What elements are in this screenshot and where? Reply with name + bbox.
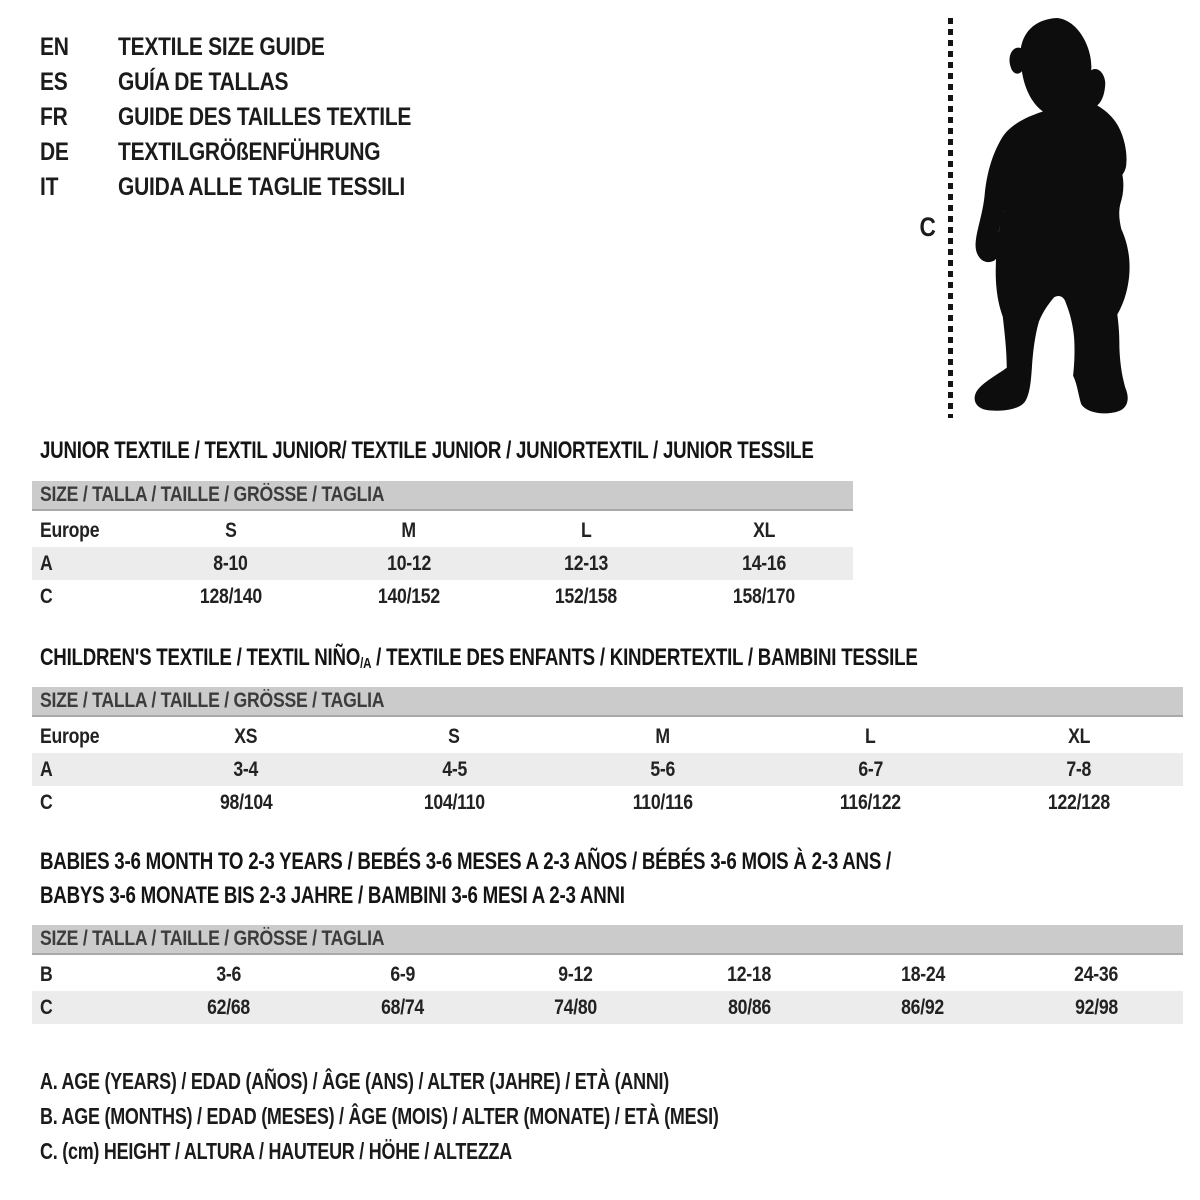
size-cell: 3-6: [216, 962, 242, 986]
size-cell: 7-8: [1066, 757, 1092, 781]
size-cell: 128/140: [199, 584, 262, 608]
size-cell: XS: [234, 724, 258, 748]
size-cell: 10-12: [386, 551, 431, 575]
lang-code: ES: [40, 68, 68, 96]
size-cell: S: [448, 724, 461, 748]
row-label: B: [40, 962, 53, 986]
guide-title: GUIDE DES TAILLES TEXTILE: [118, 103, 412, 131]
babies-size-table: [32, 925, 1183, 1024]
size-cell: 3-4: [233, 757, 259, 781]
measurement-legend: [40, 1064, 910, 1169]
row-label: A: [40, 551, 53, 575]
lang-code: FR: [40, 103, 68, 131]
size-cell: 68/74: [380, 995, 424, 1019]
nino-a-subscript: /A: [360, 655, 372, 672]
size-cell: 9-12: [558, 962, 593, 986]
junior-size-table: [32, 481, 853, 613]
row-label: Europe: [40, 518, 100, 542]
junior-section-title: JUNIOR TEXTILE / TEXTIL JUNIOR/ TEXTILE JUNIOR / JUNIORTEXTIL / JUNIOR TESSILE: [40, 437, 814, 464]
table-row-age: [32, 753, 1183, 786]
height-measure-label: C: [919, 212, 936, 242]
size-cell: 5-6: [650, 757, 675, 781]
size-cell: 8-10: [213, 551, 249, 575]
size-cell: L: [865, 724, 876, 748]
height-measure-line: [948, 18, 953, 418]
children-size-table: [32, 687, 1183, 819]
size-cell: 24-36: [1074, 962, 1119, 986]
legend-line-a: A. AGE (YEARS) / EDAD (AÑOS) / ÂGE (ANS) / ALTER (JAHRE) / ETÀ (ANNI): [40, 1068, 670, 1094]
lang-code: IT: [40, 173, 59, 201]
size-cell: 12-18: [727, 962, 772, 986]
size-cell: 6-9: [389, 962, 415, 986]
table-header-bar: SIZE / TALLA / TAILLE / GRÖSSE / TAGLIA: [32, 925, 1183, 955]
size-cell: 116/122: [840, 790, 902, 814]
size-cell: S: [225, 518, 237, 542]
size-cell: 4-5: [441, 757, 467, 781]
lang-code: EN: [40, 33, 69, 61]
size-cell: 62/68: [207, 995, 251, 1019]
size-cell: 18-24: [900, 962, 945, 986]
legend-line-c: C. (cm) HEIGHT / ALTURA / HAUTEUR / HÖHE / ALTEZZA: [40, 1138, 512, 1164]
size-cell: 140/152: [377, 584, 440, 608]
guide-title: GUÍA DE TALLAS: [118, 68, 289, 96]
row-label: A: [40, 757, 53, 781]
size-cell: M: [401, 518, 416, 542]
legend-line-b: B. AGE (MONTHS) / EDAD (MESES) / ÂGE (MOIS) / ALTER (MONATE) / ETÀ (MESI): [40, 1103, 719, 1129]
guide-title: TEXTILE SIZE GUIDE: [118, 33, 325, 61]
table-row-height: [32, 580, 853, 613]
size-cell: 122/128: [1047, 790, 1110, 814]
language-title-block: [40, 30, 467, 205]
table-row-age: [32, 547, 853, 580]
row-label: C: [40, 790, 53, 814]
row-label: C: [40, 584, 53, 608]
lang-code: DE: [40, 138, 69, 166]
size-cell: 12-13: [564, 551, 609, 575]
size-cell: M: [655, 724, 670, 748]
lang-row-en: [40, 30, 467, 65]
size-cell: XL: [1067, 724, 1090, 748]
row-label: Europe: [40, 724, 100, 748]
table-header-bar: SIZE / TALLA / TAILLE / GRÖSSE / TAGLIA: [32, 481, 853, 511]
children-section-title: CHILDREN'S TEXTILE / TEXTIL NIÑO/A / TEXTILE DES ENFANTS / KINDERTEXTIL / BAMBINI TESSILE: [40, 644, 918, 672]
table-row-height: [32, 786, 1183, 819]
guide-title: GUIDA ALLE TAGLIE TESSILI: [118, 173, 405, 201]
size-cell: 92/98: [1074, 995, 1118, 1019]
table-row-europe: [32, 514, 853, 547]
size-cell: 110/116: [632, 790, 693, 814]
size-cell: 6-7: [858, 757, 884, 781]
size-cell: 86/92: [901, 995, 945, 1019]
size-cell: XL: [753, 518, 776, 542]
size-cell: L: [581, 518, 592, 542]
size-cell: 74/80: [554, 995, 598, 1019]
size-cell: 98/104: [219, 790, 273, 814]
size-cell: 80/86: [727, 995, 771, 1019]
table-header-bar: SIZE / TALLA / TAILLE / GRÖSSE / TAGLIA: [32, 687, 1183, 717]
size-cell: 158/170: [733, 584, 796, 608]
size-cell: 152/158: [555, 584, 618, 608]
table-row-age-months: [32, 958, 1183, 991]
table-row-height: [32, 991, 1183, 1024]
size-cell: 14-16: [742, 551, 787, 575]
lang-row-fr: [40, 100, 467, 135]
lang-row-es: [40, 65, 467, 100]
toddler-silhouette-icon: [968, 14, 1140, 416]
babies-section-title: BABIES 3-6 MONTH TO 2-3 YEARS / BEBÉS 3-6 MESES A 2-3 AÑOS / BÉBÉS 3-6 MOIS À 2-3 ANS / BABYS 3-6 MONATE BIS 2-3 JAHRE / BAMBINI 3-6 MESI A 2-3 ANNI: [40, 848, 892, 909]
table-row-europe: [32, 720, 1183, 753]
lang-row-it: [40, 170, 467, 205]
row-label: C: [40, 995, 53, 1019]
size-cell: 104/110: [423, 790, 485, 814]
lang-row-de: [40, 135, 467, 170]
guide-title: TEXTILGRÖßENFÜHRUNG: [118, 138, 381, 166]
